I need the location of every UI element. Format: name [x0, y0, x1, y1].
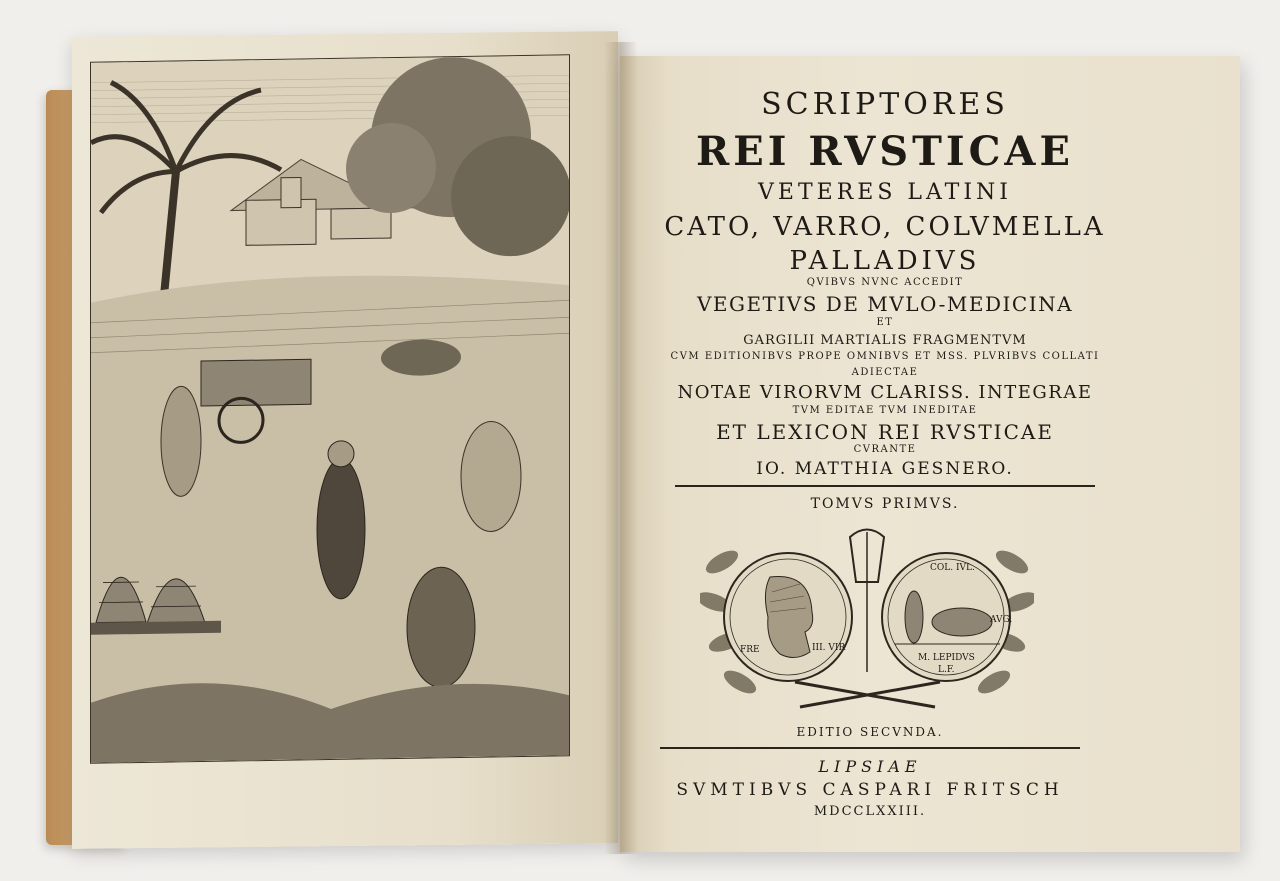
adiectae-line: ADIECTAE	[851, 367, 919, 378]
right-medallion-legend-filiation: L.F.	[938, 665, 955, 675]
date-line: MDCCLXXIII.	[813, 803, 927, 819]
edition-line: EDITIO SECVNDA.	[796, 725, 944, 739]
right-medallion-legend-bottom: M. LEPIDVS	[918, 653, 975, 663]
place-line: LIPSIAE	[818, 756, 922, 776]
medallion-vignette	[700, 522, 1034, 712]
left-medallion-legend-left: FRE	[740, 645, 760, 655]
volume-line: TOMVS PRIMVS.	[810, 495, 960, 512]
imprint-rule	[660, 747, 1080, 749]
title-line-1: SCRIPTORES	[761, 87, 1009, 122]
left-medallion-legend-right: III. VIR	[812, 643, 846, 653]
et-line: ET	[876, 317, 894, 328]
frontispiece-engraving	[90, 54, 570, 764]
imprint	[640, 725, 1100, 819]
right-medallion-legend-top: COL. IVL.	[930, 563, 975, 573]
authors-line: CATO, VARRO, COLVMELLA	[664, 212, 1106, 242]
title-rule	[675, 485, 1095, 487]
palladius-line: PALLADIVS	[789, 246, 981, 276]
title-line-3: VETERES LATINI	[758, 180, 1012, 205]
accedit-line: QVIBVS NVNC ACCEDIT	[806, 277, 964, 288]
notae-line: NOTAE VIRORVM CLARISS. INTEGRAE	[677, 382, 1093, 403]
title-page-text	[620, 87, 1150, 533]
title-line-2: REI RVSTICAE	[696, 128, 1074, 175]
curante-line: CVRANTE	[853, 444, 917, 455]
vegetius-line: VEGETIVS DE MVLO-MEDICINA	[696, 292, 1074, 316]
right-medallion-legend-right: AVG.	[990, 615, 1013, 625]
editae-line: TVM EDITAE TVM INEDITAE	[792, 405, 978, 416]
lexicon-line: ET LEXICON REI RVSTICAE	[716, 420, 1054, 444]
editor-line: IO. MATTHIA GESNERO.	[756, 459, 1014, 479]
publisher-line: SVMTIBVS CASPARI FRITSCH	[676, 779, 1064, 800]
gargilii-line: GARGILII MARTIALIS FRAGMENTVM	[743, 333, 1027, 348]
editionibus-line: CVM EDITIONIBVS PROPE OMNIBVS ET MSS. PLVRIBVS COLLATI	[670, 351, 1100, 362]
